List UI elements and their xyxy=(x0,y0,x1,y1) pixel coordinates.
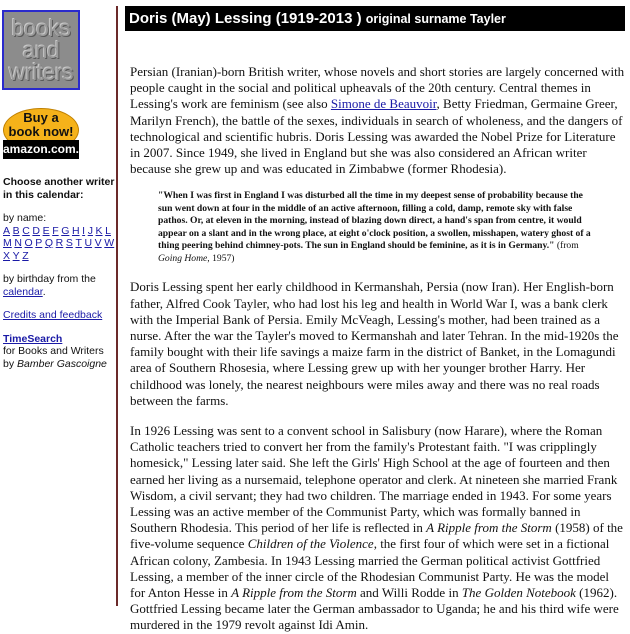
text: (from xyxy=(554,240,579,252)
letter-link-u[interactable]: U xyxy=(84,237,93,249)
book-title: A Ripple from the Storm xyxy=(231,585,357,601)
block-quote xyxy=(158,190,598,265)
letter-link-i[interactable]: I xyxy=(82,224,86,237)
amazon-buy-text xyxy=(3,111,79,139)
text: , the first four of which were set in a fictional African colony, Zambesia. In 1943 Lessing married the German political activist Gottfried Lessing, a member of the inner circle of the Rhodesian Communist Party. He was the model for Anton Hesse in xyxy=(130,536,610,601)
title-subtitle: original surname Tayler xyxy=(365,12,506,26)
quote-text: "When I was first in England I was disturbed all the time in my deepest sense of probability because the sun went down at four in the middle of an active afternoon, filling a cold, damp, remote sky with false pathos. Or, at eleven in the morning, instead of blazing down direct, a hand's span from centre, it would appear on a slant and in the wrong place, at eight o'clock position, a swollen, misshapen, watery ghost of a thing peering behind chimney-pots. The sun in England should be feminine, as it is in Germany." xyxy=(158,190,591,252)
logo-text: and xyxy=(22,37,60,63)
letter-link-k[interactable]: K xyxy=(95,224,103,237)
by-label: by xyxy=(3,357,18,370)
punctuation: . xyxy=(42,285,46,298)
title-name: Doris (May) Lessing (1919-2013 ) xyxy=(129,10,362,27)
author-credit xyxy=(3,358,115,371)
books-and-writers-logo[interactable] xyxy=(2,10,80,90)
amazon-logo: amazon.com. xyxy=(3,140,79,159)
birthday-line xyxy=(3,273,115,298)
amazon-buy-button[interactable] xyxy=(3,108,79,162)
text: and Willi Rodde in xyxy=(356,585,462,601)
letter-link-c[interactable]: C xyxy=(22,224,30,237)
letter-link-l[interactable]: L xyxy=(105,224,111,237)
letter-index xyxy=(3,225,115,263)
letter-link-b[interactable]: B xyxy=(12,224,20,237)
birthday-label: by birthday from the xyxy=(3,273,96,285)
letter-link-s[interactable]: S xyxy=(65,237,73,249)
letter-link-n[interactable]: N xyxy=(14,237,22,249)
letter-link-p[interactable]: P xyxy=(35,237,43,249)
writer-navigation xyxy=(3,176,115,370)
page-title xyxy=(125,6,625,31)
education-paragraph xyxy=(125,423,625,634)
letter-link-g[interactable]: G xyxy=(61,224,70,237)
letter-link-w[interactable]: W xyxy=(104,237,115,249)
letter-link-o[interactable]: O xyxy=(24,237,33,249)
letter-link-h[interactable]: H xyxy=(71,224,80,237)
calendar-link[interactable]: calendar xyxy=(3,285,43,298)
letter-link-z[interactable]: Z xyxy=(22,249,29,262)
buy-line-1: Buy a xyxy=(23,110,59,125)
letter-link-t[interactable]: T xyxy=(75,237,82,249)
intro-paragraph xyxy=(125,64,625,177)
author-name: Bamber Gascoigne xyxy=(17,357,107,370)
timesearch-link[interactable]: TimeSearch xyxy=(3,332,63,345)
choose-heading: Choose another writer in this calendar: xyxy=(3,176,115,201)
letter-link-q[interactable]: Q xyxy=(44,237,54,249)
letter-link-m[interactable]: M xyxy=(3,237,12,249)
article xyxy=(125,6,625,634)
text: Persian (Iranian)-born British writer, whose novels and short stories are largely concerned with people caught in the social and political upheavals of the 20th century. Central themes in Lessing's work are feminism (see also xyxy=(130,64,625,112)
text: , Betty Friedman, Germaine Greer, Marilyn French), the battle of the sexes, individuals in search of wholeness, and the dangers of technological and scientific hubris. Doris Lessing was awarded the Nobel Prize for Literature in 2007. Since 1949, she lived in England but she was also considered an African writer because she grew up and was educated in Zimbabwe (former Rhodesia). xyxy=(130,96,623,177)
letter-link-r[interactable]: R xyxy=(55,237,64,249)
letter-link-e[interactable]: E xyxy=(42,224,50,237)
letter-link-x[interactable]: X xyxy=(3,249,11,262)
letter-link-j[interactable]: J xyxy=(87,224,93,237)
letter-link-v[interactable]: V xyxy=(94,237,102,249)
book-title: The Golden Notebook xyxy=(461,585,576,601)
letter-link-y[interactable]: Y xyxy=(12,249,20,262)
by-name-label: by name: xyxy=(3,212,47,224)
book-title: A Ripple from the Storm xyxy=(426,520,552,536)
timesearch-desc: for Books and Writers xyxy=(3,345,104,357)
book-title: Going Home xyxy=(158,252,208,264)
logo-text: books xyxy=(11,15,71,41)
letter-link-f[interactable]: F xyxy=(52,224,59,237)
simone-de-beauvoir-link[interactable]: Simone de Beauvoir xyxy=(330,96,437,112)
text: In 1926 Lessing was sent to a convent school in Salisbury (now Harare), where the Roman Catholic teachers tried to convert her from the family's Protestant faith. "I was cripplingly homesick," Lessing later said. She left the Girls' High School at the age of fourteen and then earned her living as a nursemaid, telephone operator and clerk. At nineteen she married Frank Wisdom, a civil servant; they had two children. The marriage ended in 1943. For some years Lessing was an active member of the Communist Party, which was formally banned in Southern Rhodesia. This period of her life is reflected in xyxy=(130,423,618,536)
text: (1962). Gottfried Lessing became later the German ambassador to Uganda; he and his third wife were murdered in the 1979 revolt against Idi Amin. xyxy=(130,585,619,633)
book-title: Children of the Violence xyxy=(247,536,374,552)
column-divider xyxy=(116,6,118,606)
childhood-paragraph: Doris Lessing spent her early childhood in Kermanshah, Persia (now Iran). Her English-born father, Alfred Cook Tayler, who had lost his leg and health in World War I, was a bank clerk with the Imperial Bank of Persia. Emily McVeagh, Lessing's mother, had been trained as a nurse. After the war the Tayler's moved to Kermanshah and later Tehran. In the mid-1920s the family bought with their life savings a maize farm in the district of Banket, in the Lomagundi area of Southern Rhosesia, where Lessing grew up with her younger brother Harry. Her childhood was lonely, the nearest neighbours were miles away and there was no real roads between the farms. xyxy=(130,279,619,408)
buy-line-2: book now! xyxy=(8,124,74,139)
text: (1958) of the five-volume sequence xyxy=(130,520,623,552)
letter-link-d[interactable]: D xyxy=(32,224,40,237)
logo-text: writers xyxy=(8,59,74,85)
letter-link-a[interactable]: A xyxy=(3,224,11,237)
credits-feedback-link[interactable]: Credits and feedback xyxy=(3,309,103,321)
text: , 1957) xyxy=(207,252,235,264)
